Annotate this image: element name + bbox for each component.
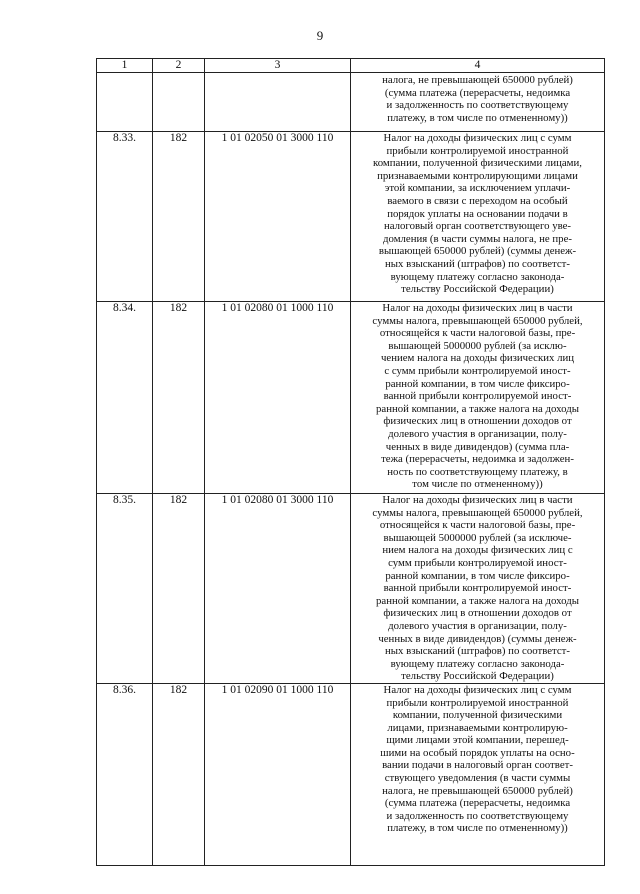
description-line: ранной компании, в том числе фиксиро- xyxy=(385,569,570,582)
description-cell xyxy=(351,302,605,494)
row-number-cell: 8.33. xyxy=(97,132,153,302)
classification-code-cell: 1 01 02080 01 1000 110 xyxy=(205,302,351,494)
description-line: физических лиц в отношении доходов от xyxy=(383,607,572,620)
description-line: относящейся к части налоговой базы, пре- xyxy=(379,519,576,532)
description-line: ных взысканий (штрафов) по соответст- xyxy=(384,645,570,658)
table-row xyxy=(97,494,605,684)
description-line: лицами, признаваемыми контролирую- xyxy=(387,721,568,734)
description-line: Налог на доходы физических лиц в части xyxy=(382,302,573,314)
description-line: суммы налога, превышающей 650000 рублей, xyxy=(372,506,583,519)
description-line: ствующего уведомления (в части суммы xyxy=(384,772,571,785)
admin-code-cell: 182 xyxy=(153,683,205,865)
description-line: признаваемыми контролирующими лицами xyxy=(377,169,578,182)
column-header-2: 2 xyxy=(153,59,205,73)
description-line: порядок уплаты на основании подачи в xyxy=(387,207,568,220)
description-line: щими лицами этой компании, перешед- xyxy=(386,734,569,747)
description-line: чением налога на доходы физических лиц xyxy=(380,352,575,365)
description-line: Налог на доходы физических лиц в части xyxy=(382,494,573,506)
classification-code-cell: 1 01 02080 01 3000 110 xyxy=(205,494,351,684)
table-row xyxy=(97,683,605,865)
description-line: платежу, в том числе по отмененному)) xyxy=(387,822,568,835)
description-line: физических лиц в отношении доходов от xyxy=(383,415,572,428)
column-header-4: 4 xyxy=(351,59,605,73)
description-line: долевого участия в организации, полу- xyxy=(388,427,567,440)
description-line: ность по соответствующему платежу, в xyxy=(387,465,568,478)
table-header-row xyxy=(97,59,605,73)
admin-code-cell: 182 xyxy=(153,302,205,494)
table-row xyxy=(97,132,605,302)
row-number-cell: 8.36. xyxy=(97,683,153,865)
admin-code-cell xyxy=(153,73,205,132)
description-line: вующему платежу согласно законода- xyxy=(390,270,565,283)
description-line: ченных в виде дивидендов) (сумма пла- xyxy=(385,440,570,453)
admin-code-cell: 182 xyxy=(153,132,205,302)
admin-code-cell: 182 xyxy=(153,494,205,684)
description-cell xyxy=(351,683,605,865)
description-line: (сумма платежа (перерасчеты, недоимка xyxy=(384,86,571,99)
description-line: том числе по отмененному)) xyxy=(412,478,543,491)
description-line: суммы налога, превышающей 650000 рублей, xyxy=(372,314,583,327)
description-line: ранной компании, а также налога на доходы xyxy=(376,402,579,415)
classification-code-cell: 1 01 02090 01 1000 110 xyxy=(205,683,351,865)
classification-code-cell xyxy=(205,73,351,132)
description-line: вующему платежу согласно законода- xyxy=(390,657,565,670)
description-line: тежа (перерасчеты, недоимка и задолжен- xyxy=(381,453,574,466)
column-header-3: 3 xyxy=(205,59,351,73)
page-number: 9 xyxy=(316,28,324,43)
column-header-1: 1 xyxy=(97,59,153,73)
description-line: прибыли контролируемой иностранной xyxy=(386,696,569,709)
description-line: вышающей 650000 рублей) (суммы денеж- xyxy=(378,245,577,258)
description-line: платежу, в том числе по отмененному)) xyxy=(387,111,568,124)
classification-code-cell: 1 01 02050 01 3000 110 xyxy=(205,132,351,302)
description-line: (сумма платежа (перерасчеты, недоимка xyxy=(384,797,571,810)
description-line: налоговый орган соответствующего уве- xyxy=(383,220,572,233)
description-line: тельству Российской Федерации) xyxy=(401,283,554,296)
row-number-cell: 8.35. xyxy=(97,494,153,684)
budget-classification-table xyxy=(96,58,605,866)
description-line: сумм прибыли контролируемой иност- xyxy=(388,556,567,569)
description-line: компании, полученной физическими лицами, xyxy=(373,157,582,170)
description-line: и задолженность по соответствующему xyxy=(386,809,569,822)
description-line: долевого участия в организации, полу- xyxy=(388,619,567,632)
row-number-cell: 8.34. xyxy=(97,302,153,494)
description-line: тельству Российской Федерации) xyxy=(401,670,554,683)
description-line: вышающей 5000000 рублей (за исклю- xyxy=(388,339,567,352)
description-line: относящейся к части налоговой базы, пре- xyxy=(379,327,576,340)
description-line: нием налога на доходы физических лиц с xyxy=(382,544,573,557)
table-body xyxy=(97,73,605,866)
description-line: ных взысканий (штрафов) по соответст- xyxy=(384,257,570,270)
description-line: ранной компании, а также налога на доходы xyxy=(376,594,579,607)
description-line: Налог на доходы физических лиц с сумм xyxy=(383,683,572,696)
description-line: вышающей 5000000 рублей (за исключе- xyxy=(383,531,572,544)
description-line: вании подачи в налоговый орган соответ- xyxy=(382,759,573,772)
description-cell xyxy=(351,132,605,302)
description-line: ченных в виде дивидендов) (суммы денеж- xyxy=(378,632,577,645)
description-line: компании, полученной физическими xyxy=(392,709,563,722)
description-line: ваемого в связи с переходом на особый xyxy=(387,194,568,207)
description-line: Налог на доходы физических лиц с сумм xyxy=(383,132,572,144)
description-line: ванной прибыли контролируемой иност- xyxy=(383,582,572,595)
description-line: и задолженность по соответствующему xyxy=(386,99,569,112)
description-line: ранной компании, в том числе фиксиро- xyxy=(385,377,570,390)
table-row xyxy=(97,302,605,494)
description-cell xyxy=(351,73,605,132)
description-line: домления (в части суммы налога, не пре- xyxy=(383,232,572,245)
description-line: налога, не превышающей 650000 рублей) xyxy=(382,784,573,797)
table-row xyxy=(97,73,605,132)
description-line: налога, не превышающей 650000 рублей) xyxy=(382,74,573,86)
description-line: шими на особый порядок уплаты на осно- xyxy=(380,746,575,759)
description-cell xyxy=(351,494,605,684)
description-line: с сумм прибыли контролируемой иност- xyxy=(384,364,571,377)
description-line: этой компании, за исключением уплачи- xyxy=(384,182,571,195)
description-line: ванной прибыли контролируемой иност- xyxy=(383,390,572,403)
description-line: прибыли контролируемой иностранной xyxy=(386,144,569,157)
row-number-cell xyxy=(97,73,153,132)
